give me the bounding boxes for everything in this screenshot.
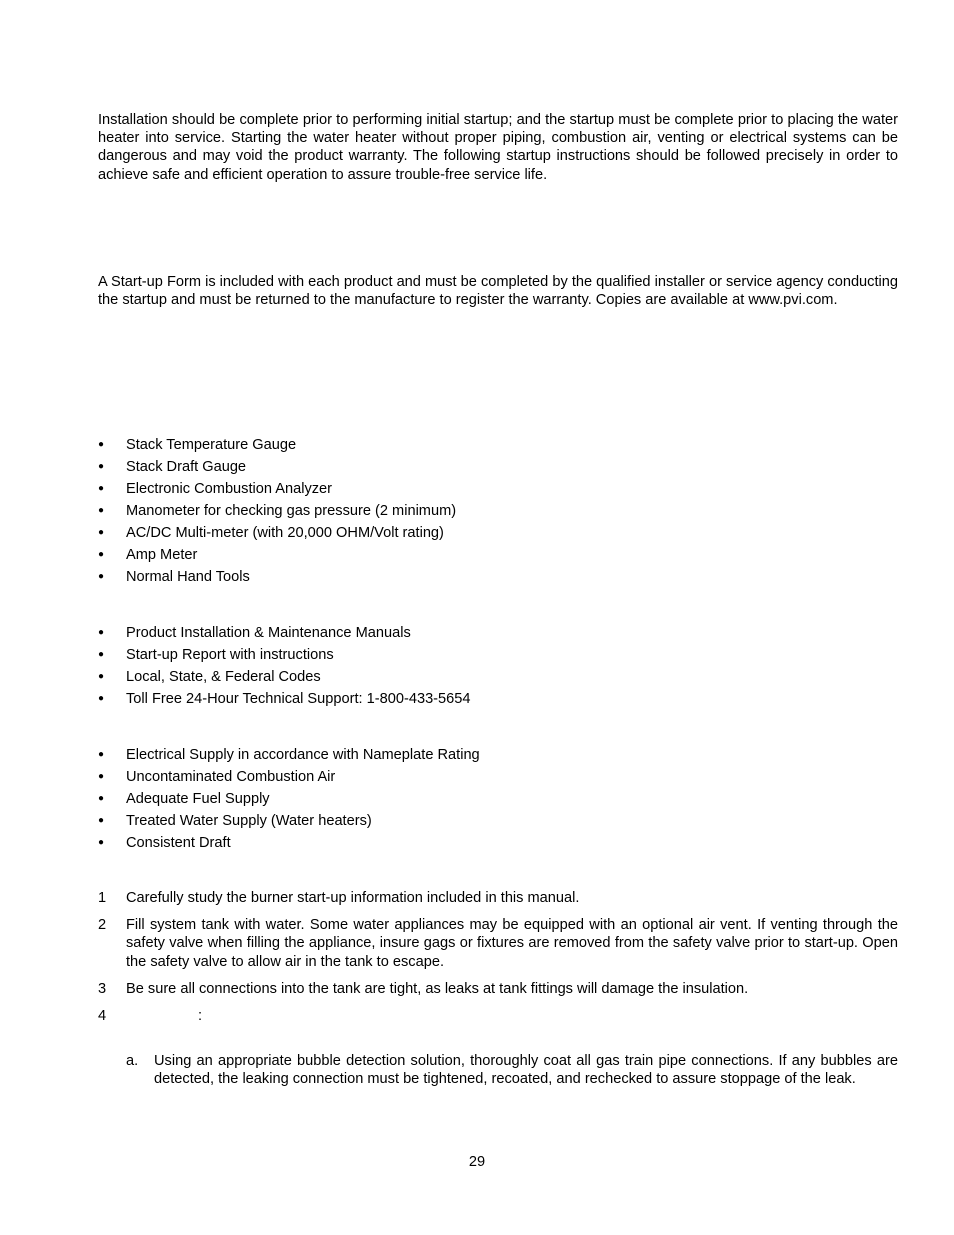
- list-item: ● Uncontaminated Combustion Air: [98, 766, 898, 788]
- bullet-icon: ●: [98, 549, 105, 560]
- requirements-list: [98, 744, 898, 854]
- bullet-icon: ●: [98, 793, 105, 804]
- step-text: Be sure all connections into the tank are tight, as leaks at tank fittings will damage the insulation.: [126, 980, 749, 997]
- intro-paragraph: Installation should be complete prior to performing initial startup; and the startup must be complete prior to placing the water heater into service. Starting the water heater without proper piping, combustion air, venting or electrical systems can be dangerous and may void the product warranty. The following startup instructions should be followed precisely in order to achieve safe and efficient operation to assure trouble-free service life.: [98, 112, 898, 183]
- list-item: ● Treated Water Supply (Water heaters): [98, 810, 898, 832]
- step-number: 2: [98, 917, 107, 934]
- step-text: :: [198, 1008, 203, 1025]
- list-item: ● AC/DC Multi-meter (with 20,000 OHM/Volt rating): [98, 522, 898, 544]
- step-text: Carefully study the burner start-up information included in this manual.: [126, 890, 580, 906]
- list-item: ● Electrical Supply in accordance with Nameplate Rating: [98, 744, 898, 766]
- bullet-icon: ●: [98, 815, 105, 826]
- list-item: ● Normal Hand Tools: [98, 566, 898, 588]
- bullet-icon: ●: [98, 505, 105, 516]
- bullet-icon: ●: [98, 671, 105, 682]
- list-item: ● Toll Free 24-Hour Technical Support: 1-800-433-5654: [98, 688, 898, 710]
- step-item: [98, 916, 898, 971]
- bullet-icon: ●: [98, 483, 105, 494]
- step-item: [98, 980, 898, 998]
- substep-letter: a.: [126, 1053, 139, 1069]
- list-item: ● Stack Temperature Gauge: [98, 434, 898, 456]
- step-item: [98, 889, 898, 907]
- bullet-icon: ●: [98, 771, 105, 782]
- list-item: ● Manometer for checking gas pressure (2 minimum): [98, 500, 898, 522]
- page-number: 29: [468, 1154, 486, 1170]
- list-item: ● Start-up Report with instructions: [98, 644, 898, 666]
- bullet-icon: ●: [98, 693, 105, 704]
- step-text: Fill system tank with water. Some water appliances may be equipped with an optional air vent. If venting through the safety valve when filling the appliance, insure gags or fixtures are removed from the safety valve prior to start-up. Open the safety valve to allow air in the tank to escape.: [126, 917, 898, 970]
- step-number: 3: [98, 980, 107, 997]
- bullet-icon: ●: [98, 837, 105, 848]
- startup-steps: [98, 889, 898, 1025]
- bullet-icon: ●: [98, 749, 105, 760]
- list-item: ● Adequate Fuel Supply: [98, 788, 898, 810]
- substep-item: [126, 1052, 898, 1088]
- list-item: ● Electronic Combustion Analyzer: [98, 478, 898, 500]
- bullet-icon: ●: [98, 527, 105, 538]
- list-item: ● Local, State, & Federal Codes: [98, 666, 898, 688]
- step-number: 4: [98, 1008, 107, 1025]
- list-item: ● Amp Meter: [98, 544, 898, 566]
- bullet-icon: ●: [98, 649, 105, 660]
- step-item: [98, 1007, 898, 1025]
- substep-text: Using an appropriate bubble detection solution, thoroughly coat all gas train pipe connections. If any bubbles are detected, the leaking connection must be tightened, recoated, and rechecked to assure stoppage of the leak.: [154, 1053, 898, 1088]
- bullet-icon: ●: [98, 461, 105, 472]
- list-item: ● Consistent Draft: [98, 832, 898, 854]
- list-item: ● Stack Draft Gauge: [98, 456, 898, 478]
- list-item: ● Product Installation & Maintenance Manuals: [98, 622, 898, 644]
- bullet-icon: ●: [98, 439, 105, 450]
- step-number: 1: [98, 890, 107, 906]
- bullet-icon: ●: [98, 571, 105, 582]
- startup-form-paragraph: A Start-up Form is included with each product and must be completed by the qualified installer or service agency conducting the startup and must be returned to the manufacture to register the warranty. Copies are available at www.pvi.com.: [98, 274, 898, 309]
- tools-list: [98, 434, 898, 588]
- documents-list: [98, 622, 898, 710]
- bullet-icon: ●: [98, 627, 105, 638]
